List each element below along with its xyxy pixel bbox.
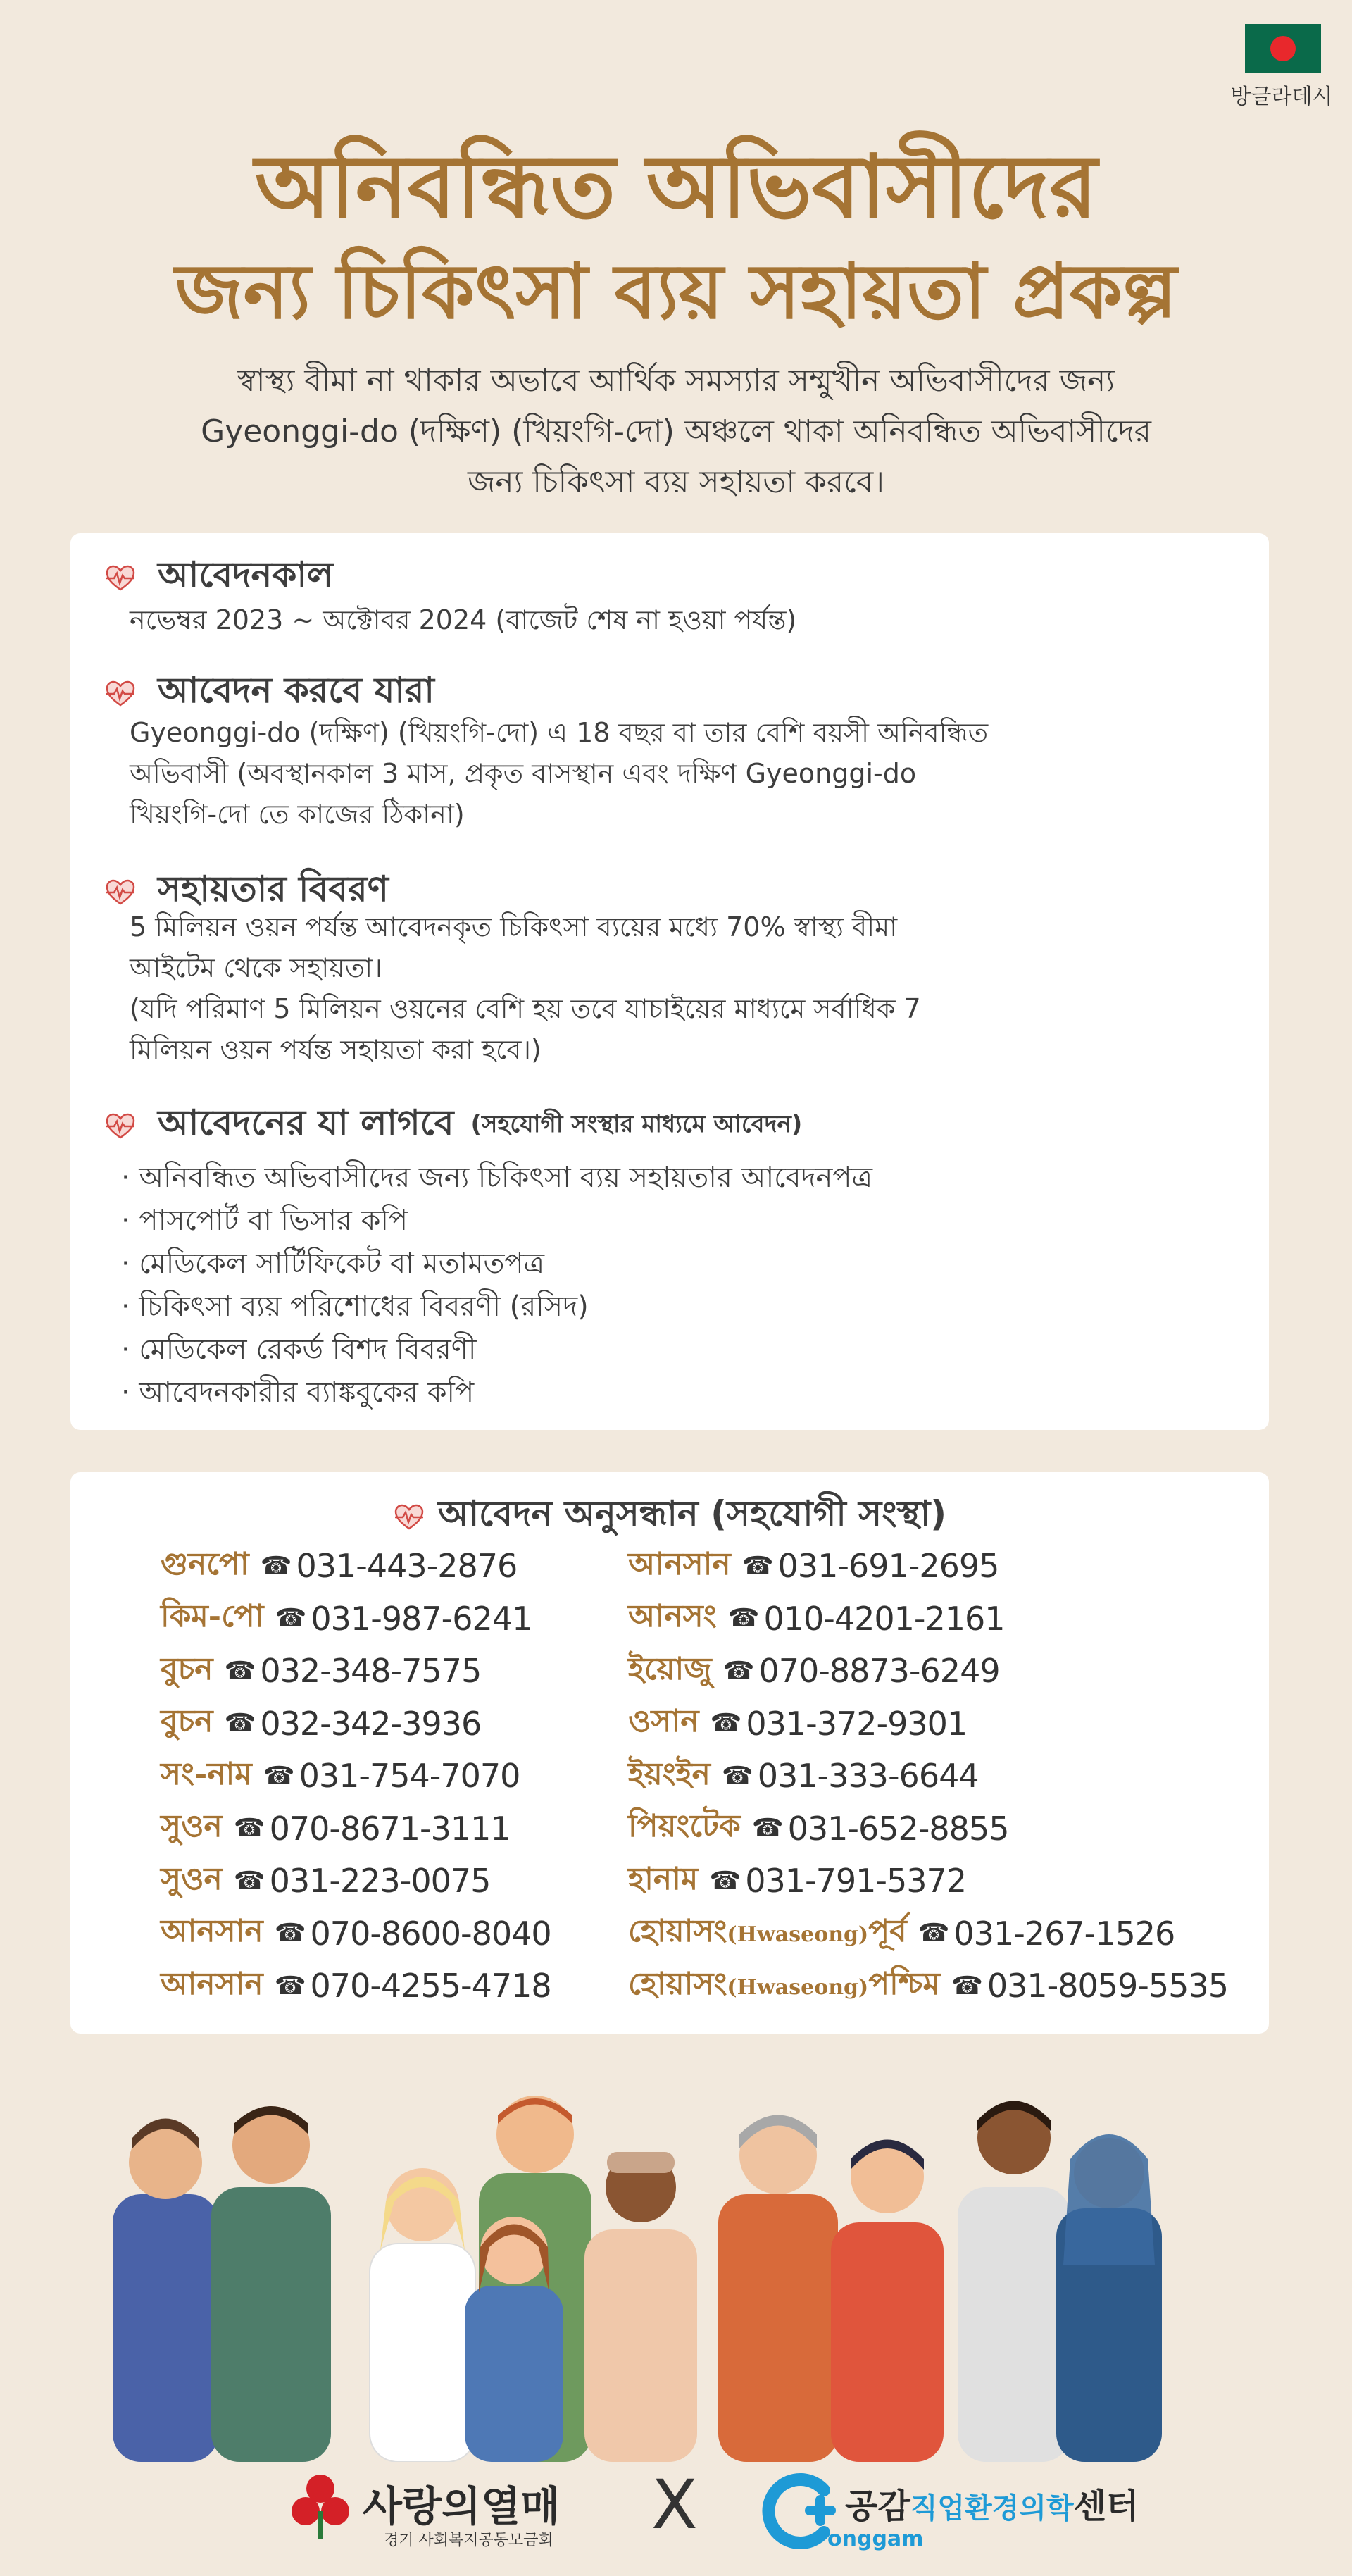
city-name: বুচন — [161, 1703, 213, 1740]
city-name-part: হোয়াসং — [628, 1913, 727, 1950]
city-name: কিম-পো — [161, 1598, 264, 1635]
person-figure — [113, 2119, 218, 2463]
logo-right-name-c: 센터 — [1073, 2487, 1139, 2526]
phone-number[interactable]: 031-267-1526 — [953, 1914, 1175, 1953]
logo-left-sub: 경기 사회복지공동모금회 — [384, 2532, 553, 2549]
contact-row — [628, 1803, 1228, 1855]
section-heading-text: আবেদনকাল — [158, 554, 334, 595]
phone-number[interactable]: 070-4255-4718 — [310, 1967, 551, 2005]
city-name-suffix: পশ্চিম — [868, 1965, 940, 2002]
phone-icon: ☎ — [274, 1971, 306, 2001]
section-heading-period — [104, 549, 333, 607]
body-line: 5 মিলিয়ন ওয়ন পর্যন্ত আবেদনকৃত চিকিৎসা ব্যয়ের মধ্যে 70% স্বাস্থ্য বীমা — [130, 911, 898, 942]
contacts-column-right — [628, 1540, 1228, 2012]
contact-row — [161, 1855, 551, 1908]
person-figure — [958, 2101, 1070, 2463]
city-name: ইয়োজু — [628, 1650, 712, 1687]
body-line: অভিবাসী (অবস্থানকাল 3 মাস, প্রকৃত বাসস্থান এবং দক্ষিণ Gyeonggi-do — [130, 758, 917, 789]
contact-row — [161, 1698, 551, 1750]
contact-row — [161, 1540, 551, 1593]
section-heading-note: (সহযোগী সংস্থার মাধ্যমে আবেদন) — [470, 1110, 803, 1138]
contacts-heading-text: আবেদন অনুসন্ধান (সহযোগী সংস্থা) — [437, 1493, 947, 1534]
contact-row — [628, 1960, 1228, 2012]
city-name — [628, 1908, 907, 1959]
city-name: সুওন — [161, 1808, 223, 1845]
section-heading-text: আবেদন করবে যারা — [158, 670, 434, 711]
contact-row — [628, 1908, 1228, 1960]
list-item: · চিকিৎসা ব্যয় পরিশোধের বিবরণী (রসিদ) — [121, 1290, 589, 1323]
city-name: ওসান — [628, 1703, 699, 1740]
phone-icon: ☎ — [263, 1761, 295, 1791]
contact-row — [161, 1960, 551, 2012]
phone-icon: ☎ — [710, 1709, 742, 1738]
contact-row — [628, 1698, 1228, 1750]
phone-number[interactable]: 031-987-6241 — [311, 1599, 532, 1638]
list-item: · পাসপোর্ট বা ভিসার কপি — [121, 1205, 408, 1237]
city-name-suffix: পূর্ব — [868, 1913, 907, 1950]
phone-number[interactable]: 031-333-6644 — [757, 1757, 979, 1796]
city-name: আনসান — [161, 1965, 263, 2002]
list-item: · মেডিকেল রেকর্ড বিশদ বিবরণী — [121, 1333, 477, 1366]
person-figure — [1056, 2134, 1162, 2462]
phone-number[interactable]: 032-342-3936 — [260, 1704, 482, 1743]
logo-gonggam — [757, 2469, 1139, 2557]
phone-number[interactable]: 031-691-2695 — [777, 1547, 999, 1586]
phone-icon: ☎ — [233, 1814, 265, 1843]
intro-line: Gyeonggi-do (দক্ষিণ) (খিয়ংগি-দো) অঞ্চলে থাকা অনিবন্ধিত অভিবাসীদের — [201, 413, 1151, 449]
city-name: বুচন — [161, 1650, 213, 1687]
phone-number[interactable]: 070-8873-6249 — [758, 1652, 1000, 1691]
phone-icon: ☎ — [741, 1551, 774, 1581]
phone-number[interactable]: 031-791-5372 — [745, 1862, 967, 1900]
phone-number[interactable]: 032-348-7575 — [260, 1652, 482, 1691]
contact-row — [161, 1908, 551, 1960]
phone-number[interactable]: 070-8600-8040 — [310, 1914, 551, 1953]
body-line: আইটেম থেকে সহায়তা। — [130, 952, 382, 983]
city-name: পিয়ংটেক — [628, 1808, 741, 1845]
section-body-period — [130, 599, 796, 640]
contact-row — [628, 1645, 1228, 1698]
person-figure — [718, 2115, 838, 2463]
heartbeat-icon — [104, 680, 137, 708]
city-name — [628, 1960, 940, 2012]
phone-number[interactable]: 010-4201-2161 — [763, 1599, 1005, 1638]
phone-icon: ☎ — [260, 1551, 292, 1581]
intro-text — [141, 356, 1211, 508]
city-name: সুওন — [161, 1860, 223, 1897]
phone-icon: ☎ — [709, 1866, 741, 1896]
phone-icon: ☎ — [275, 1604, 307, 1634]
contact-row — [628, 1855, 1228, 1908]
city-name: হানাম — [628, 1860, 699, 1897]
contacts-heading — [70, 1488, 1269, 1546]
phone-number[interactable]: 031-8059-5535 — [987, 1967, 1228, 2005]
phone-icon: ☎ — [233, 1866, 265, 1896]
contact-row — [628, 1750, 1228, 1803]
contacts-card — [70, 1472, 1269, 2034]
person-figure — [370, 2168, 475, 2462]
body-line: খিয়ংগি-দো তে কাজের ঠিকানা) — [130, 799, 465, 830]
phone-icon: ☎ — [224, 1709, 256, 1738]
body-line: মিলিয়ন ওয়ন পর্যন্ত সহায়তা করা হবে।) — [130, 1034, 542, 1065]
phone-number[interactable]: 031-443-2876 — [296, 1547, 518, 1586]
person-figure — [584, 2152, 697, 2462]
fruit-logo-icon — [289, 2469, 352, 2546]
heartbeat-icon — [104, 1112, 137, 1140]
contact-row — [161, 1750, 551, 1803]
section-body-eligible — [130, 712, 988, 835]
contact-row — [628, 1540, 1228, 1593]
logo-sarang — [289, 2469, 606, 2553]
phone-icon: ☎ — [918, 1919, 950, 1948]
list-item: · অনিবন্ধিত অভিবাসীদের জন্য চিকিৎসা ব্যয় সহায়তার আবেদনপত্র — [121, 1162, 872, 1194]
city-name: গুনপো — [161, 1545, 249, 1582]
logo-right-name-b: 직업환경의학 — [910, 2492, 1074, 2525]
person-figure — [211, 2106, 331, 2462]
contact-row — [628, 1593, 1228, 1645]
city-name-latin: (Hwaseong) — [727, 1974, 869, 2000]
phone-icon: ☎ — [721, 1761, 753, 1791]
city-name: আনসান — [161, 1913, 263, 1950]
phone-number[interactable]: 031-754-7070 — [299, 1757, 520, 1796]
bangladesh-flag-icon — [1245, 24, 1321, 73]
list-item: · মেডিকেল সার্টিফিকেট বা মতামতপত্র — [121, 1247, 544, 1280]
people-group-illustration — [99, 2082, 1260, 2462]
phone-icon: ☎ — [224, 1656, 256, 1686]
logo-right-name-a: 공감 — [845, 2487, 910, 2526]
logo-left-name: 사랑의열매 — [363, 2482, 561, 2530]
phone-number[interactable]: 070-8671-3111 — [269, 1809, 511, 1848]
main-title-line1: অনিবন্ধিত অভিবাসীদের — [254, 136, 1098, 238]
info-card — [70, 533, 1269, 1430]
phone-icon: ☎ — [727, 1604, 760, 1634]
section-heading-text: সহায়তার বিবরণ — [158, 869, 389, 909]
section-heading-text: আবেদনের যা লাগবে — [158, 1102, 454, 1143]
main-title-line2: জন্য চিকিৎসা ব্যয় সহায়তা প্রকল্প — [175, 247, 1177, 336]
logo-separator: X — [651, 2465, 698, 2544]
body-line: (যদি পরিমাণ 5 মিলিয়ন ওয়নের বেশি হয় তবে যাচাইয়ের মাধ্যমে সর্বাধিক 7 — [130, 993, 921, 1024]
phone-number[interactable]: 031-372-9301 — [746, 1704, 968, 1743]
intro-line: স্বাস্থ্য বীমা না থাকার অভাবে আর্থিক সমস্যার সম্মুখীন অভিবাসীদের জন্য — [237, 363, 1115, 399]
heartbeat-icon — [104, 878, 137, 907]
phone-icon: ☎ — [722, 1656, 755, 1686]
city-name-part: হোয়াসং — [628, 1965, 727, 2002]
contact-row — [161, 1803, 551, 1855]
body-line: Gyeonggi-do (দক্ষিণ) (খিয়ংগি-দো) এ 18 বছর বা তার বেশি বয়সী অনিবন্ধিত — [130, 717, 989, 748]
city-name: আনসং — [628, 1598, 717, 1635]
documents-list — [121, 1157, 872, 1414]
intro-line: জন্য চিকিৎসা ব্যয় সহায়তা করবে। — [467, 464, 885, 500]
section-heading-documents — [104, 1097, 802, 1155]
contact-row — [161, 1593, 551, 1645]
body-line: নভেম্বর 2023 ~ অক্টোবর 2024 (বাজেট শেষ না হওয়া পর্যন্ত) — [130, 604, 797, 635]
heartbeat-icon — [104, 564, 137, 592]
phone-icon: ☎ — [951, 1971, 983, 2001]
city-name: ইয়ংইন — [628, 1755, 711, 1792]
contact-row — [161, 1645, 551, 1698]
list-item: · আবেদনকারীর ব্যাঙ্কবুকের কপি — [121, 1376, 475, 1409]
phone-icon: ☎ — [751, 1814, 784, 1843]
section-body-details — [130, 907, 921, 1070]
person-figure — [831, 2140, 944, 2463]
heartbeat-icon — [393, 1503, 425, 1531]
logo-right-sub: onggam — [827, 2527, 924, 2551]
contacts-column-left — [161, 1540, 551, 2012]
phone-icon: ☎ — [274, 1919, 306, 1948]
city-name: আনসান — [628, 1545, 731, 1582]
phone-number[interactable]: 031-223-0075 — [269, 1862, 491, 1900]
phone-number[interactable]: 031-652-8855 — [787, 1809, 1009, 1848]
city-name: সং-নাম — [161, 1755, 252, 1792]
city-name-latin: (Hwaseong) — [727, 1922, 869, 1948]
logo-right-name — [845, 2479, 1139, 2527]
flag-label: 방글라데시 — [1230, 85, 1333, 109]
